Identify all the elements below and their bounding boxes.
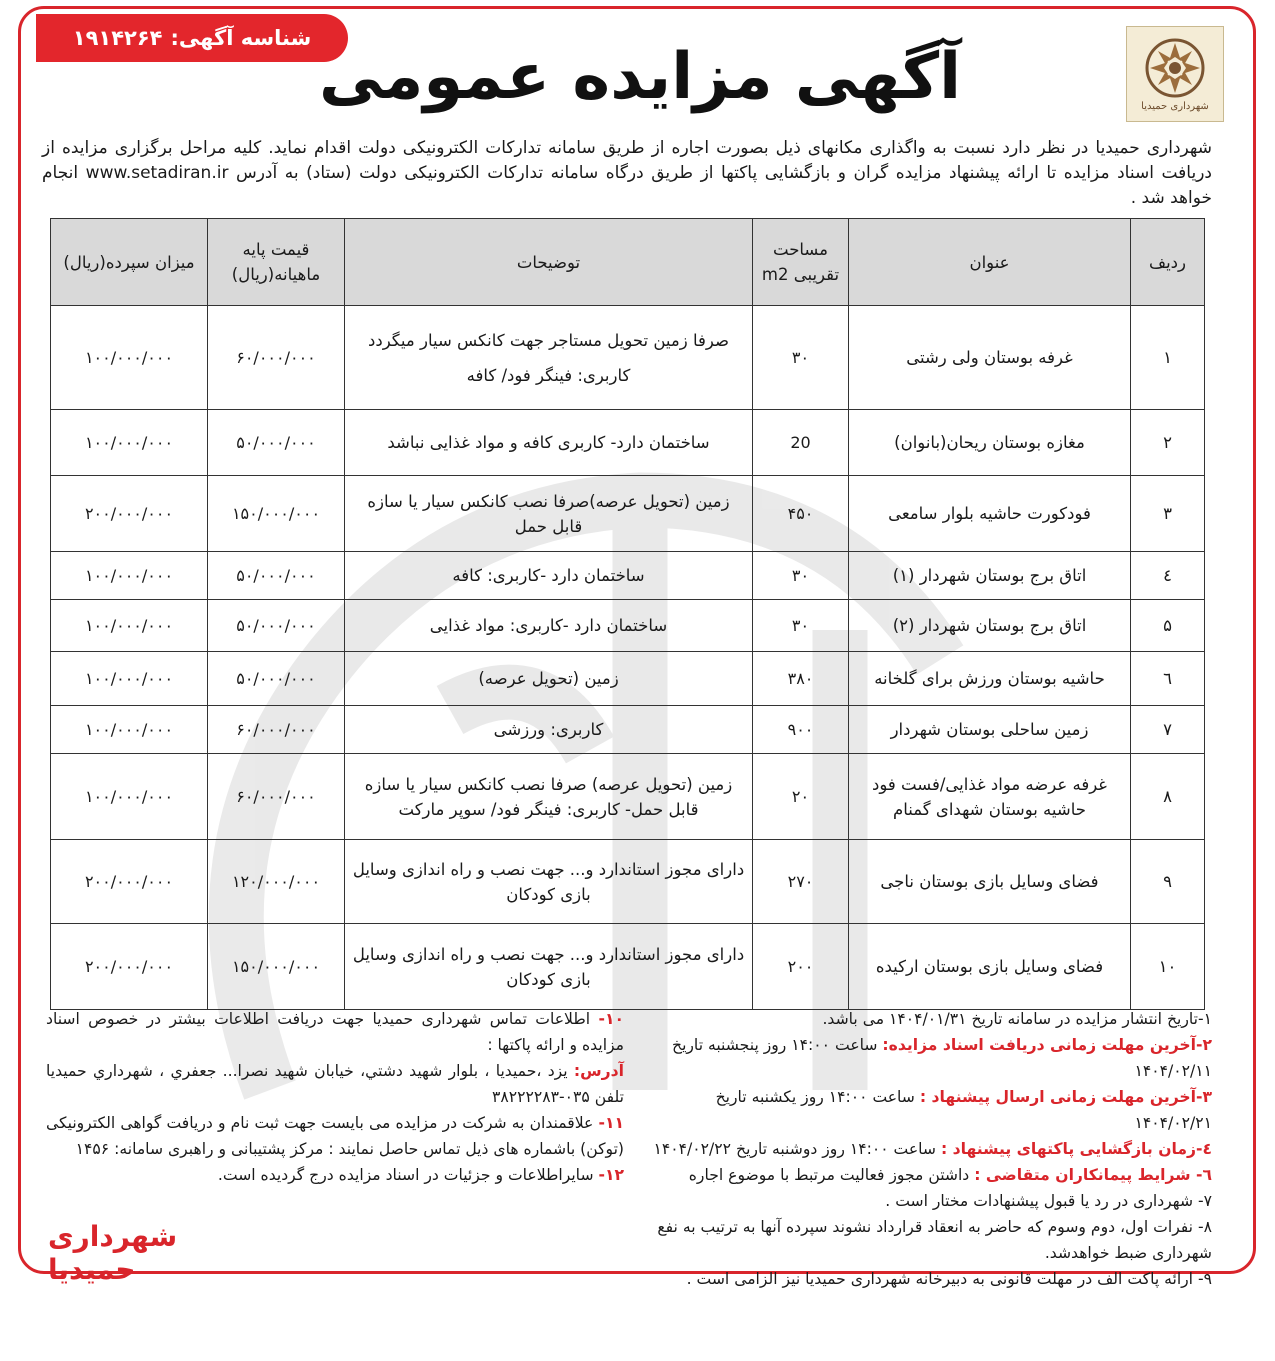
cell-base-price: ۱۵۰/۰۰۰/۰۰۰ (208, 476, 345, 552)
table-header-row (51, 219, 1205, 306)
cell-deposit: ۱۰۰/۰۰۰/۰۰۰ (51, 652, 208, 706)
intro-paragraph: شهرداری حمیدیا در نظر دارد نسبت به واگذاری مکانهای ذیل بصورت اجاره از طریق سامانه تدارکات الکترونیکی دولت اقدام نماید. کلیه مراحل برگزاری مزایده از دریافت اسناد مزایده تا ارائه پیشنهاد مزایده گران و بازگشایی پاکتها از طریق درگاه سامانه تدارکات الکترونیکی دولت (ستاد) به آدرس www.setadiran.ir انجام خواهد شد . (42, 138, 1212, 208)
cell-description: دارای مجوز استاندارد و... جهت نصب و راه اندازی وسایل بازی کودکان (345, 840, 753, 924)
cell-title: زمین ساحلی بوستان شهردار (849, 706, 1131, 754)
ad-id-label: شناسه آگهی: (170, 26, 312, 50)
cell-deposit: ۲۰۰/۰۰۰/۰۰۰ (51, 840, 208, 924)
cell-deposit: ۱۰۰/۰۰۰/۰۰۰ (51, 754, 208, 840)
note-12-text: سایراطلاعات و جزئیات در اسناد مزایده درج گردیده است. (217, 1166, 599, 1184)
signature: شهرداری حمیدیا (48, 1220, 178, 1286)
cell-description: کاربری: ورزشی (345, 706, 753, 754)
cell-row-number: ۳ (1131, 476, 1205, 552)
municipality-logo (1126, 26, 1224, 122)
cell-description-line: کاربری: فینگر فود/ کافه (466, 365, 631, 385)
cell-title: فضای وسایل بازی بوستان ارکیده (849, 924, 1131, 1010)
table-row (51, 652, 1205, 706)
cell-description: دارای مجوز استاندارد و... جهت نصب و راه اندازی وسایل بازی کودکان (345, 924, 753, 1010)
header-area: مساحت تقریبی m2 (753, 219, 849, 306)
note-1: ۱-تاریخ انتشار مزایده در سامانه تاریخ ۱۴۰۴/۰۱/۳۱ می باشد. (822, 1010, 1212, 1028)
table-row (51, 924, 1205, 1010)
cell-description: ساختمان دارد -کاربری: مواد غذایی (345, 600, 753, 652)
note-6 (640, 1162, 1212, 1188)
cell-area: ۲۰۰ (753, 924, 849, 1010)
cell-deposit: ۲۰۰/۰۰۰/۰۰۰ (51, 924, 208, 1010)
note-11-text: علاقمندان به شرکت در مزایده می بایست جهت ثبت نام و دریافت گواهی الکترونیکی (توکن) باشماره های ذیل تماس حاصل نمایند : مرکز پشتیبانی و راهبری سامانه: ۱۴۵۶ (46, 1114, 624, 1158)
cell-title: فودکورت حاشیه بلوار سامعی (849, 476, 1131, 552)
header-row-number: ردیف (1131, 219, 1205, 306)
cell-title: اتاق برج بوستان شهردار (۱) (849, 552, 1131, 600)
conditions-list-left (46, 1006, 624, 1188)
cell-title: اتاق برج بوستان شهردار (۲) (849, 600, 1131, 652)
header-base-price: قیمت پایه ماهیانه(ریال) (208, 219, 345, 306)
logo-emblem-icon (1144, 37, 1206, 99)
cell-base-price: ۵۰/۰۰۰/۰۰۰ (208, 652, 345, 706)
table-row (51, 552, 1205, 600)
table-row (51, 476, 1205, 552)
cell-base-price: ۱۲۰/۰۰۰/۰۰۰ (208, 840, 345, 924)
header-deposit: میزان سپرده(ریال) (51, 219, 208, 306)
cell-base-price: ۵۰/۰۰۰/۰۰۰ (208, 552, 345, 600)
cell-area: ۲۰ (753, 754, 849, 840)
note-10-label: ۱۰- (598, 1010, 624, 1028)
cell-row-number: ٤ (1131, 552, 1205, 600)
cell-row-number: ۷ (1131, 706, 1205, 754)
table-row (51, 600, 1205, 652)
note-4-label: ٤-زمان بازگشایی پاکتهای پیشنهاد : (940, 1140, 1212, 1158)
note-7: ۷- شهرداری در رد یا قبول پیشنهادات مختار است . (885, 1192, 1212, 1210)
note-11-label: ۱۱- (598, 1114, 624, 1132)
cell-title: غرفه عرضه مواد غذایی/فست فود حاشیه بوستان شهدای گمنام (849, 754, 1131, 840)
note-3-text: ساعت ۱۴:۰۰ روز یکشنبه تاریخ ۱۴۰۴/۰۲/۲۱ (715, 1088, 1212, 1132)
table-row (51, 306, 1205, 410)
header-description: توضیحات (345, 219, 753, 306)
cell-deposit: ۱۰۰/۰۰۰/۰۰۰ (51, 706, 208, 754)
address-label: آدرس: (573, 1062, 624, 1080)
cell-title: حاشیه بوستان ورزش برای گلخانه (849, 652, 1131, 706)
cell-description: زمین (تحویل عرصه)صرفا نصب کانکس سیار یا سازه قابل حمل (345, 476, 753, 552)
cell-area: ۳۰ (753, 552, 849, 600)
note-6-text: داشتن مجوز فعالیت مرتبط با موضوع اجاره (688, 1166, 975, 1184)
note-12-label: ۱۲- (598, 1166, 624, 1184)
cell-area: ۳۰ (753, 306, 849, 410)
cell-area: ۳۸۰ (753, 652, 849, 706)
table-row (51, 410, 1205, 476)
cell-description: ساختمان دارد- کاربری کافه و مواد غذایی نباشد (345, 410, 753, 476)
cell-description (345, 306, 753, 410)
note-3-label: ۳-آخرین مهلت زمانی ارسال پیشنهاد : (919, 1088, 1212, 1106)
cell-base-price: ۶۰/۰۰۰/۰۰۰ (208, 754, 345, 840)
cell-title: مغازه بوستان ریحان(بانوان) (849, 410, 1131, 476)
cell-area: ۲۷۰ (753, 840, 849, 924)
cell-description: ساختمان دارد -کاربری: کافه (345, 552, 753, 600)
auction-table (50, 218, 1205, 1010)
cell-deposit: ۱۰۰/۰۰۰/۰۰۰ (51, 306, 208, 410)
note-6-label: ٦- شرایط پیمانکاران متقاضی : (974, 1166, 1212, 1184)
cell-description: زمین (تحویل عرصه) (345, 652, 753, 706)
note-8: ۸- نفرات اول، دوم وسوم که حاضر به انعقاد قرارداد نشوند سپرده آنها به ترتیب به نفع شهرداری ضبط خواهدشد. (657, 1218, 1212, 1262)
cell-base-price: ۵۰/۰۰۰/۰۰۰ (208, 410, 345, 476)
conditions-list-right (640, 1006, 1212, 1292)
cell-row-number: ۱ (1131, 306, 1205, 410)
cell-row-number: ۵ (1131, 600, 1205, 652)
note-2-label: ۲-آخرین مهلت زمانی دریافت اسناد مزایده: (882, 1036, 1212, 1054)
note-12 (46, 1162, 624, 1188)
address (46, 1058, 624, 1110)
cell-description: زمین (تحویل عرصه) صرفا نصب کانکس سیار یا سازه قابل حمل- کاربری: فینگر فود/ سوپر مارکت (345, 754, 753, 840)
note-10 (46, 1006, 624, 1058)
header-title: عنوان (849, 219, 1131, 306)
cell-area: ۹۰۰ (753, 706, 849, 754)
table-row (51, 706, 1205, 754)
cell-title: فضای وسایل بازی بوستان ناجی (849, 840, 1131, 924)
address-text: یزد ،حمیدیا ، بلوار شهید دشتي، خیابان شهید نصرا... جعفري ، شهرداري حمیدیا تلفن ۰۳۵-۳۸۲۲۲۲۸۳ (46, 1062, 624, 1106)
cell-deposit: ۱۰۰/۰۰۰/۰۰۰ (51, 552, 208, 600)
cell-base-price: ۶۰/۰۰۰/۰۰۰ (208, 706, 345, 754)
table-row (51, 840, 1205, 924)
ad-id-code: ۱۹۱۴۲۶۴ (72, 26, 163, 50)
cell-area: 20 (753, 410, 849, 476)
cell-deposit: ۱۰۰/۰۰۰/۰۰۰ (51, 410, 208, 476)
note-4-text: ساعت ۱۴:۰۰ روز دوشنبه تاریخ ۱۴۰۴/۰۲/۲۲ (653, 1140, 941, 1158)
note-10-text: اطلاعات تماس شهرداری حمیدیا جهت دریافت اطلاعات بیشتر در خصوص اسناد مزایده و ارائه پاکتها : (46, 1010, 624, 1054)
cell-base-price: ۱۵۰/۰۰۰/۰۰۰ (208, 924, 345, 1010)
note-3 (640, 1084, 1212, 1136)
page-title: آگهی مزایده عمومی (319, 40, 961, 114)
cell-deposit: ۱۰۰/۰۰۰/۰۰۰ (51, 600, 208, 652)
cell-deposit: ۲۰۰/۰۰۰/۰۰۰ (51, 476, 208, 552)
cell-base-price: ۶۰/۰۰۰/۰۰۰ (208, 306, 345, 410)
note-11 (46, 1110, 624, 1162)
note-4 (640, 1136, 1212, 1162)
cell-row-number: ۸ (1131, 754, 1205, 840)
logo-caption: شهرداری حمیدیا (1141, 100, 1209, 112)
cell-base-price: ۵۰/۰۰۰/۰۰۰ (208, 600, 345, 652)
table-row (51, 754, 1205, 840)
cell-row-number: ۲ (1131, 410, 1205, 476)
note-9: ۹- ارائه پاکت الف در مهلت قانونی به دبیرخانه شهرداری حمیدیا نیز الزامی است . (686, 1270, 1212, 1288)
cell-title: غرفه بوستان ولی رشتی (849, 306, 1131, 410)
cell-row-number: ۱۰ (1131, 924, 1205, 1010)
cell-description-line: صرفا زمین تحویل مستاجر جهت کانکس سیار میگردد (368, 330, 729, 350)
note-2 (640, 1032, 1212, 1084)
cell-row-number: ٦ (1131, 652, 1205, 706)
note-2-text: ساعت ۱۴:۰۰ روز پنجشنبه تاریخ ۱۴۰۴/۰۲/۱۱ (672, 1036, 1212, 1080)
cell-row-number: ۹ (1131, 840, 1205, 924)
cell-area: ۴۵۰ (753, 476, 849, 552)
cell-area: ۳۰ (753, 600, 849, 652)
